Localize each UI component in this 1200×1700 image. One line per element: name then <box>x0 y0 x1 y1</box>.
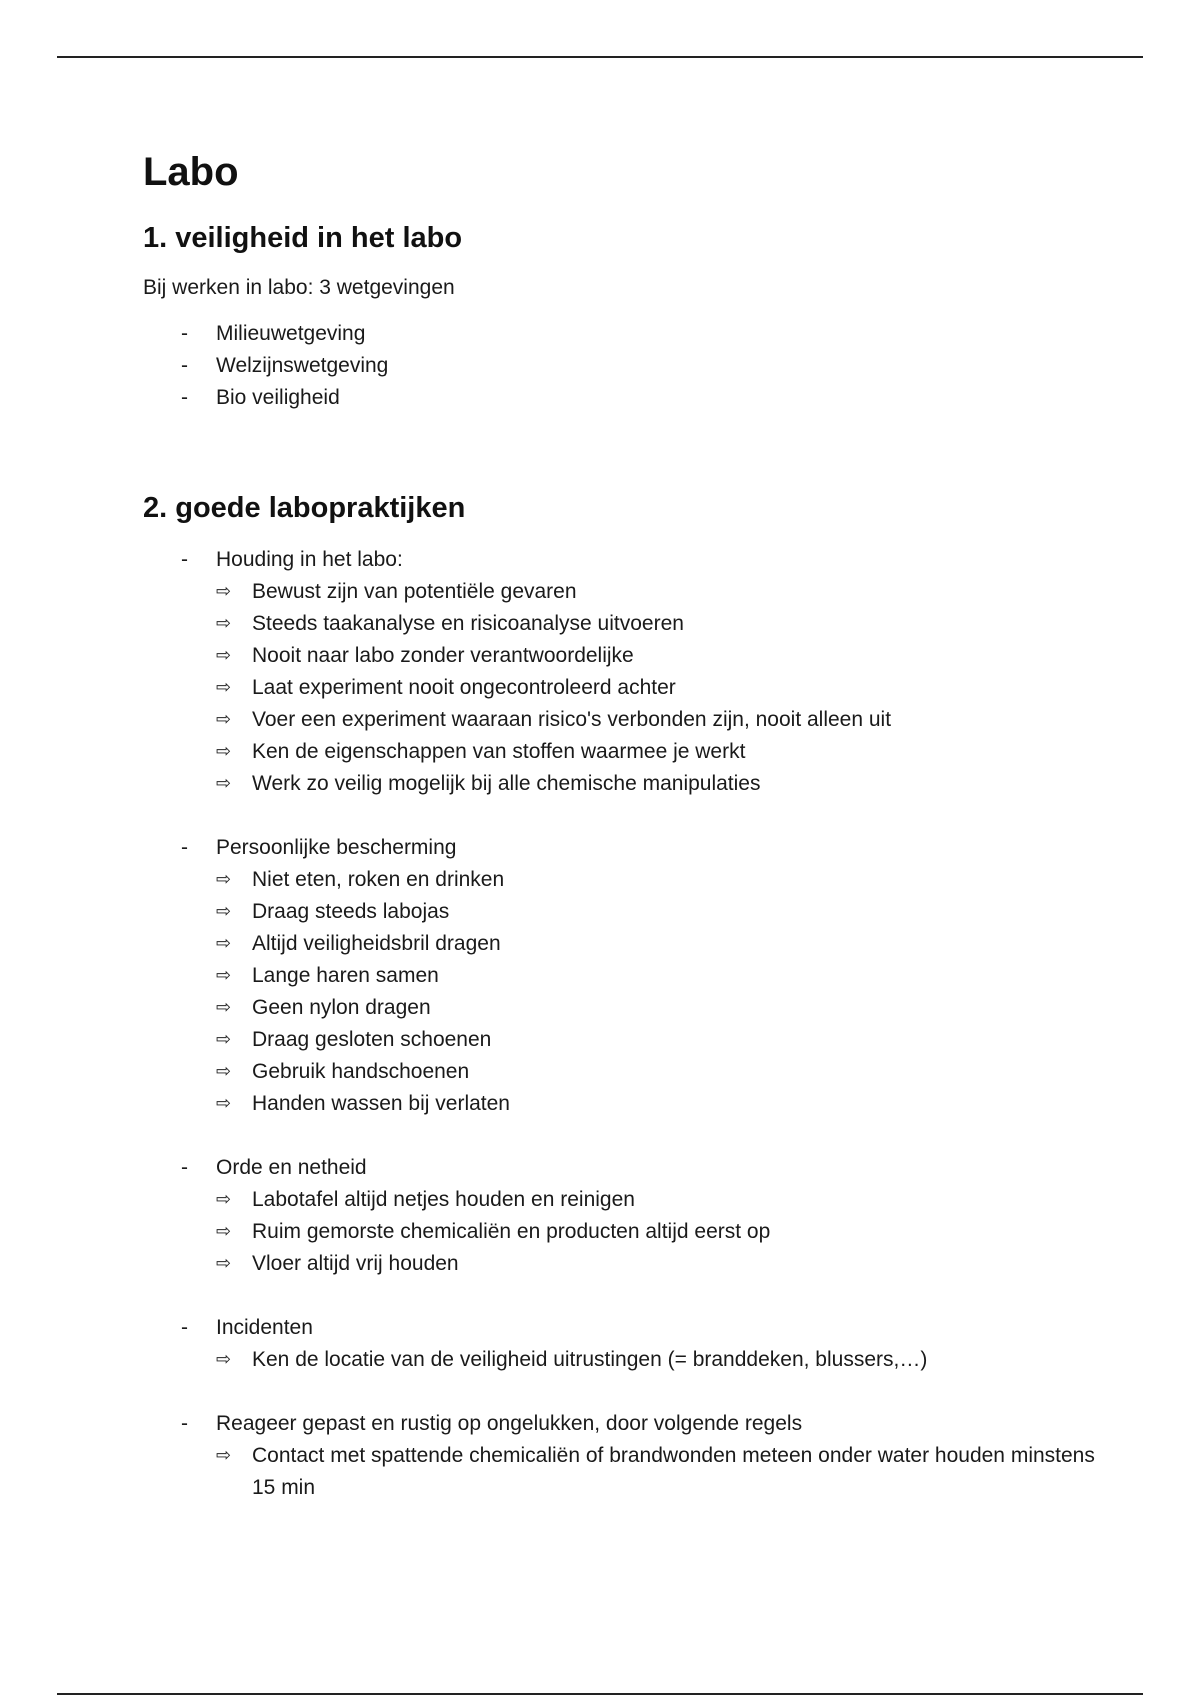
section-2-heading: 2. goede labopraktijken <box>143 492 466 524</box>
list-item-text: Bewust zijn van potentiële gevaren <box>252 580 577 603</box>
list-item <box>216 960 1103 992</box>
list-item <box>216 1216 1103 1248</box>
document-page <box>143 140 1103 1536</box>
list-item-text: Altijd veiligheidsbril dragen <box>252 932 501 955</box>
list-item <box>216 576 1103 608</box>
sub-list <box>216 1344 1103 1376</box>
arrow-right-icon: ⇨ <box>216 1221 232 1242</box>
list-item-text: Ken de eigenschappen van stoffen waarmee je werkt <box>252 740 746 763</box>
list-item-text: Voer een experiment waaraan risico's verbonden zijn, nooit alleen uit <box>252 708 892 731</box>
list-item-text: Laat experiment nooit ongecontroleerd achter <box>252 676 676 699</box>
arrow-right-icon: ⇨ <box>216 741 232 762</box>
sub-list <box>216 1184 1103 1280</box>
arrow-right-icon: ⇨ <box>216 677 232 698</box>
list-item <box>216 864 1103 896</box>
group-label: Orde en netheid <box>216 1156 367 1179</box>
dash-bullet: - <box>181 386 188 409</box>
list-item <box>216 1184 1103 1216</box>
list-item <box>216 1088 1103 1120</box>
list-item-text: Draag steeds labojas <box>252 900 450 923</box>
list-item <box>216 992 1103 1024</box>
list-item-text: Geen nylon dragen <box>252 996 431 1019</box>
list-item <box>216 1024 1103 1056</box>
list-item-text: Handen wassen bij verlaten <box>252 1092 510 1115</box>
group-label: Incidenten <box>216 1316 313 1339</box>
dash-bullet: - <box>181 548 188 571</box>
document-title: Labo <box>143 150 239 194</box>
list-item-text: Nooit naar labo zonder verantwoordelijke <box>252 644 634 667</box>
list-item-text: Contact met spattende chemicaliën of brandwonden meteen onder water houden minstens 15 min <box>252 1444 1095 1499</box>
arrow-right-icon: ⇨ <box>216 1029 232 1050</box>
sub-list <box>216 864 1103 1120</box>
arrow-right-icon: ⇨ <box>216 997 232 1018</box>
list-item <box>216 1056 1103 1088</box>
dash-bullet: - <box>181 354 188 377</box>
list-item-text: Niet eten, roken en drinken <box>252 868 505 891</box>
arrow-right-icon: ⇨ <box>216 1349 232 1370</box>
arrow-right-icon: ⇨ <box>216 1189 232 1210</box>
section-1-intro: Bij werken in labo: 3 wetgevingen <box>143 276 455 299</box>
list-item-text: Vloer altijd vrij houden <box>252 1252 459 1275</box>
list-item <box>216 640 1103 672</box>
dash-bullet: - <box>181 1156 188 1179</box>
dash-bullet: - <box>181 836 188 859</box>
arrow-right-icon: ⇨ <box>216 1253 232 1274</box>
footer-rule <box>57 1693 1143 1695</box>
list-item-text: Gebruik handschoenen <box>252 1060 470 1083</box>
list-item <box>216 672 1103 704</box>
list-item <box>216 1248 1103 1280</box>
list-item <box>143 350 1103 382</box>
arrow-right-icon: ⇨ <box>216 1093 232 1114</box>
arrow-right-icon: ⇨ <box>216 645 232 666</box>
header-rule <box>57 56 1143 58</box>
list-item <box>216 608 1103 640</box>
sub-list <box>216 1440 1103 1504</box>
arrow-right-icon: ⇨ <box>216 709 232 730</box>
dash-bullet: - <box>181 1412 188 1435</box>
list-item-text: Lange haren samen <box>252 964 439 987</box>
practice-group-accidents <box>143 1408 1103 1504</box>
list-item <box>143 318 1103 350</box>
practices-list <box>143 544 1103 1504</box>
arrow-right-icon: ⇨ <box>216 1061 232 1082</box>
sub-list <box>216 576 1103 800</box>
list-item-text: Werk zo veilig mogelijk bij alle chemische manipulaties <box>252 772 761 795</box>
dash-bullet: - <box>181 322 188 345</box>
arrow-right-icon: ⇨ <box>216 965 232 986</box>
arrow-right-icon: ⇨ <box>216 613 232 634</box>
list-item <box>143 382 1103 414</box>
list-item-text: Milieuwetgeving <box>216 322 366 345</box>
practice-group-order <box>143 1152 1103 1280</box>
arrow-right-icon: ⇨ <box>216 1445 232 1466</box>
section-1-heading: 1. veiligheid in het labo <box>143 222 463 254</box>
arrow-right-icon: ⇨ <box>216 933 232 954</box>
practice-group-protection <box>143 832 1103 1120</box>
arrow-right-icon: ⇨ <box>216 869 232 890</box>
list-item-text: Ruim gemorste chemicaliën en producten altijd eerst op <box>252 1220 771 1243</box>
list-item-text: Ken de locatie van de veiligheid uitrustingen (= branddeken, blussers,…) <box>252 1348 928 1371</box>
list-item-text: Draag gesloten schoenen <box>252 1028 492 1051</box>
list-item-text: Bio veiligheid <box>216 386 340 409</box>
group-label: Houding in het labo: <box>216 548 403 571</box>
list-item <box>216 928 1103 960</box>
list-item <box>216 1440 1103 1504</box>
list-item <box>216 1344 1103 1376</box>
legislation-list <box>143 318 1103 414</box>
group-label: Persoonlijke bescherming <box>216 836 457 859</box>
practice-group-attitude <box>143 544 1103 800</box>
list-item-text: Steeds taakanalyse en risicoanalyse uitvoeren <box>252 612 684 635</box>
dash-bullet: - <box>181 1316 188 1339</box>
arrow-right-icon: ⇨ <box>216 581 232 602</box>
list-item-text: Labotafel altijd netjes houden en reinigen <box>252 1188 635 1211</box>
arrow-right-icon: ⇨ <box>216 773 232 794</box>
group-label: Reageer gepast en rustig op ongelukken, door volgende regels <box>216 1412 803 1435</box>
list-item-text: Welzijnswetgeving <box>216 354 389 377</box>
arrow-right-icon: ⇨ <box>216 901 232 922</box>
list-item <box>216 704 1103 736</box>
list-item <box>216 896 1103 928</box>
list-item <box>216 736 1103 768</box>
practice-group-incidents <box>143 1312 1103 1376</box>
list-item <box>216 768 1103 800</box>
